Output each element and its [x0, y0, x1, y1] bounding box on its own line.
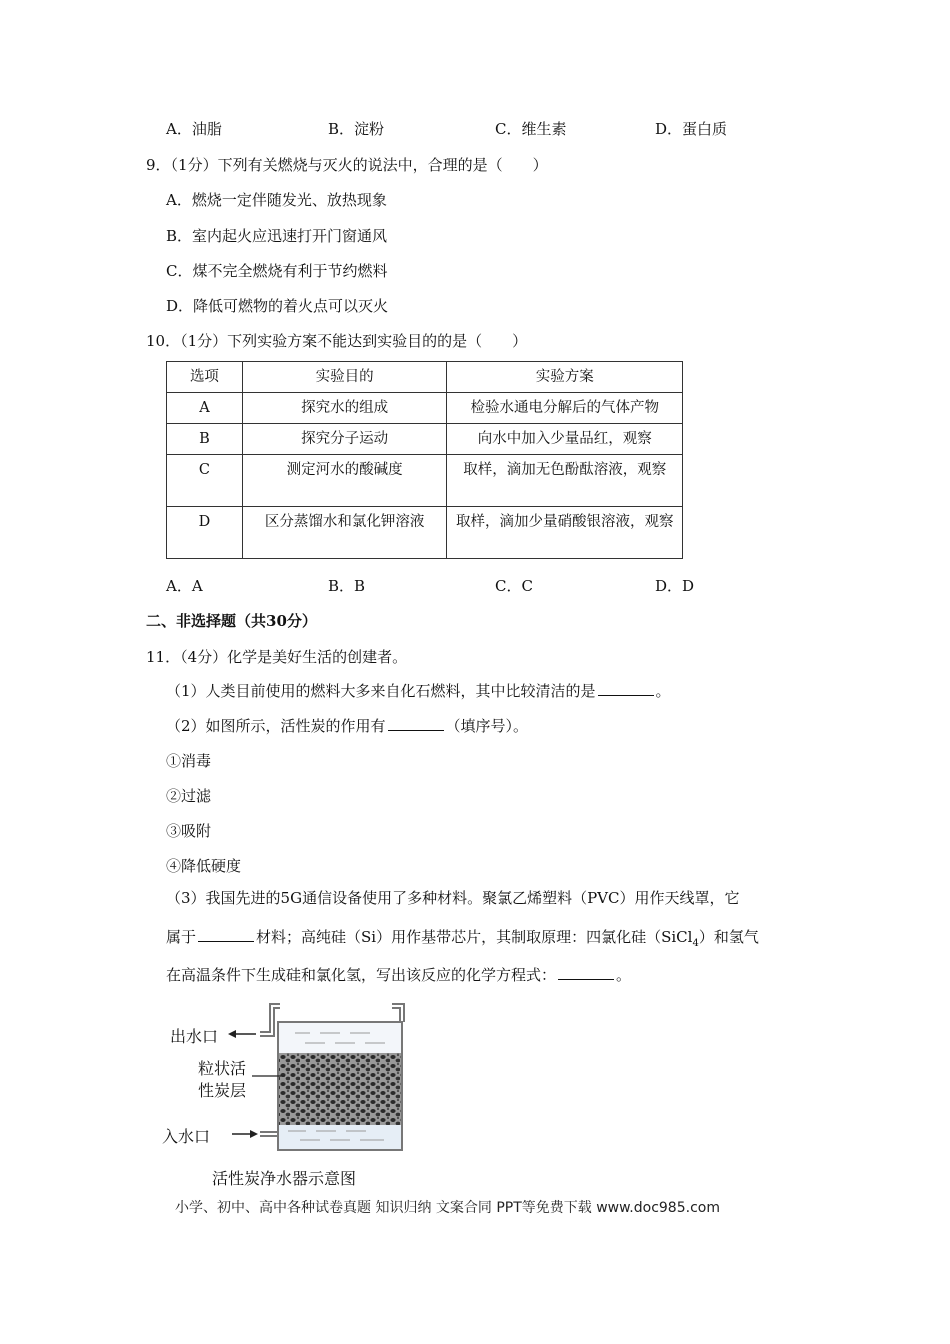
q11-part3-line1: （3）我国先进的5G通信设备使用了多种材料。聚氯乙烯塑料（PVC）用作天线罩，它 [166, 889, 740, 907]
water-purifier-diagram [160, 1000, 420, 1190]
table-header-goal: 实验目的 [242, 362, 447, 393]
q10-option-a: A．A [166, 577, 203, 595]
q11-part3-line3-b: 。 [616, 966, 632, 984]
inlet-label: 入水口 [162, 1127, 211, 1146]
outlet-label: 出水口 [170, 1027, 219, 1046]
q11-part3-line3 [166, 964, 631, 985]
q11-part1 [166, 680, 671, 701]
q10-option-b: B．B [328, 577, 366, 595]
table-header-row [167, 362, 683, 393]
table-cell-goal: 探究分子运动 [242, 424, 447, 455]
answer-blank[interactable] [558, 965, 614, 980]
carbon-layer [279, 1053, 401, 1125]
q8-option-a: A．油脂 [166, 120, 222, 138]
table-cell-plan: 检验水通电分解后的气体产物 [447, 393, 683, 424]
table-cell-plan: 取样，滴加无色酚酞溶液，观察 [447, 455, 683, 507]
answer-blank[interactable] [598, 681, 654, 696]
q9-option-c: C．煤不完全燃烧有利于节约燃料 [166, 262, 388, 280]
q10-option-c: C．C [495, 577, 533, 595]
q8-option-d: D．蛋白质 [655, 120, 728, 138]
section-2-title: 二、非选择题（共30分） [146, 612, 317, 630]
subscript-4: 4 [692, 938, 699, 949]
page-footer: 小学、初中、高中各种试卷真题 知识归纳 文案合同 PPT等免费下载 www.doc985.com [175, 1200, 720, 1216]
q11-choice-4: ④降低硬度 [166, 857, 242, 875]
table-cell-option: A [167, 393, 243, 424]
q11-choice-3: ③吸附 [166, 822, 212, 840]
q11-part3-line2-c: ）和氢气 [698, 928, 759, 946]
carbon-layer-label-2: 性炭层 [198, 1081, 247, 1100]
q8-option-c: C．维生素 [495, 120, 567, 138]
table-row [167, 455, 683, 507]
table-cell-plan: 取样，滴加少量硝酸银溶液，观察 [447, 507, 683, 559]
table-row [167, 507, 683, 559]
q10-option-d: D．D [655, 577, 695, 595]
q11-part3-line3-a: 在高温条件下生成硅和氯化氢，写出该反应的化学方程式： [166, 966, 557, 984]
q9-option-d: D．降低可燃物的着火点可以灭火 [166, 297, 389, 315]
diagram-caption: 活性炭净水器示意图 [212, 1169, 357, 1188]
table-header-option: 选项 [167, 362, 243, 393]
q11-stem: 11．（4分）化学是美好生活的创建者。 [146, 648, 408, 666]
q11-choice-1: ①消毒 [166, 752, 212, 770]
q10-stem: 10．（1分）下列实验方案不能达到实验目的的是（ ） [146, 332, 528, 350]
q11-part1-end: 。 [655, 682, 671, 700]
q8-option-b: B．淀粉 [328, 120, 385, 138]
table-row [167, 393, 683, 424]
q11-part1-text: （1）人类目前使用的燃料大多来自化石燃料，其中比较清洁的是 [166, 682, 596, 700]
q11-part2 [166, 715, 528, 736]
table-cell-goal: 测定河水的酸碱度 [242, 455, 447, 507]
answer-blank[interactable] [198, 927, 254, 942]
table-cell-plan: 向水中加入少量品红，观察 [447, 424, 683, 455]
q9-stem: 9．（1分）下列有关燃烧与灭火的说法中，合理的是（ ） [146, 156, 548, 174]
q9-option-a: A．燃烧一定伴随发光、放热现象 [166, 191, 387, 209]
q11-part2-end: （填序号）。 [445, 717, 529, 735]
table-cell-option: C [167, 455, 243, 507]
q11-choice-2: ②过滤 [166, 787, 212, 805]
table-cell-goal: 区分蒸馏水和氯化钾溶液 [242, 507, 447, 559]
table-cell-goal: 探究水的组成 [242, 393, 447, 424]
q11-part3-line2 [166, 926, 759, 949]
table-row [167, 424, 683, 455]
table-header-plan: 实验方案 [447, 362, 683, 393]
answer-blank[interactable] [388, 716, 444, 731]
experiment-table [166, 361, 683, 559]
carbon-layer-label-1: 粒状活 [198, 1059, 247, 1078]
table-cell-option: D [167, 507, 243, 559]
q9-option-b: B．室内起火应迅速打开门窗通风 [166, 227, 388, 245]
q11-part3-line2-b: 材料；高纯硅（Si）用作基带芯片，其制取原理：四氯化硅（SiCl [256, 928, 693, 946]
table-cell-option: B [167, 424, 243, 455]
q11-part3-line2-a: 属于 [166, 928, 197, 946]
q11-part2-text: （2）如图所示，活性炭的作用有 [166, 717, 386, 735]
